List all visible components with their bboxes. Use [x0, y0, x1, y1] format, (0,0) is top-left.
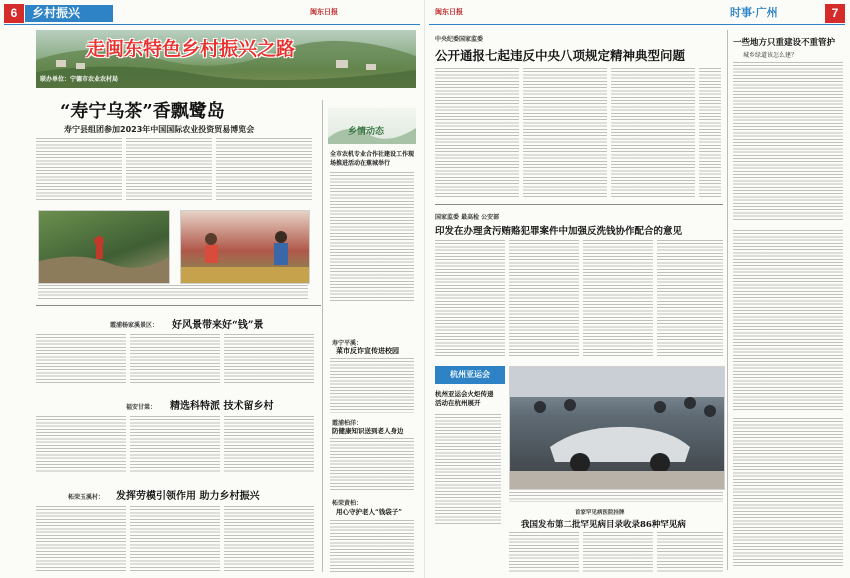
side-column-header — [328, 108, 416, 144]
text-column — [130, 416, 220, 472]
right-newspaper-page — [425, 0, 850, 578]
text-column — [126, 138, 212, 200]
text-column — [657, 240, 723, 358]
side-story-subhead: 城乡绿道该怎么建？ — [743, 52, 798, 59]
story4-headline: 发挥劳模引领作用 助力乡村振兴 — [116, 491, 260, 502]
side-item3-title: 防健康知识送到老人身边 — [332, 427, 404, 435]
section-title: 乡村振兴 — [32, 6, 81, 20]
banner-image — [36, 30, 416, 88]
story1-headline: 公开通报七起违反中央八项规定精神典型问题 — [435, 48, 686, 63]
photo-car-exhibition — [509, 366, 725, 490]
text-column — [36, 334, 126, 384]
main-headline: “寿宁乌茶”香飘鹭岛 — [60, 101, 225, 122]
feature-label: 杭州亚运会 — [435, 366, 505, 384]
story2-kicker: 国家监委 最高检 公安部 — [435, 214, 500, 221]
text-column — [509, 240, 579, 358]
column-divider — [727, 30, 728, 570]
main-subhead: 寿宁县组团参加2023年中国国际农业投资贸易博览会 — [64, 125, 255, 134]
text-column — [36, 506, 126, 572]
photo-farm-workers — [38, 210, 170, 284]
story2-headline: 印发在办理贪污贿赂犯罪案件中加强反洗钱协作配合的意见 — [435, 226, 683, 237]
text-column — [224, 506, 314, 572]
text-column — [36, 138, 122, 200]
story4-kicker: 柘荣玉溪村： — [68, 494, 105, 501]
text-column — [611, 68, 695, 198]
text-column — [583, 240, 653, 358]
header-rule — [429, 24, 845, 25]
text-column — [330, 358, 414, 413]
banner-sponsor: 联办单位：宁德市农业农村局 — [40, 76, 119, 83]
text-column — [224, 334, 314, 384]
photo-caption — [509, 492, 723, 502]
text-column — [224, 416, 314, 472]
text-column — [36, 416, 126, 472]
text-column — [330, 438, 414, 490]
side-item2-title: 菜市反诈宣传进校园 — [336, 346, 399, 355]
text-column — [130, 334, 220, 384]
banner-title: 走闽东特色乡村振兴之路 — [86, 38, 296, 60]
page-number: 6 — [4, 4, 24, 23]
text-column — [699, 68, 721, 198]
side-column-title: 乡情动态 — [348, 127, 385, 137]
text-column — [435, 240, 505, 358]
text-column — [435, 68, 519, 198]
text-column — [733, 230, 843, 410]
text-column — [657, 532, 723, 572]
side-item4-kicker: 柘荣黄柏： — [332, 500, 363, 507]
side-item2-kicker: 寿宁平溪： — [332, 340, 363, 347]
masthead-logo: 闽东日报 — [310, 7, 338, 16]
feature-headline: 杭州亚运会火炬传递活动在杭州展开 — [435, 390, 494, 407]
side-item4-title: 用心守护老人“钱袋子” — [336, 508, 402, 516]
masthead-logo: 闽东日报 — [435, 7, 463, 16]
divider — [435, 204, 723, 205]
text-column — [130, 506, 220, 572]
side-item3-kicker: 霞浦柏洋： — [332, 420, 363, 427]
text-column — [733, 418, 843, 568]
side-story-headline: 一些地方只重建设不重管护 — [733, 38, 836, 48]
text-column — [583, 532, 653, 572]
column-divider — [322, 100, 323, 572]
story3-headline: 精选科特派 技术留乡村 — [170, 401, 274, 412]
side-item-title: 全市农机专业合作社建设工作现场推进活动在蕉城举行 — [330, 151, 415, 167]
bottom-headline: 我国发布第二批罕见病目录收录86种罕见病 — [521, 520, 686, 530]
story2-kicker: 霞浦杨家溪景区： — [110, 322, 159, 329]
text-column — [509, 532, 579, 572]
text-column — [435, 414, 501, 524]
bottom-kicker: 首家罕见病医院挂牌 — [575, 510, 625, 516]
divider — [36, 305, 321, 306]
story3-kicker: 福安甘棠： — [126, 404, 157, 411]
text-column — [733, 62, 843, 222]
text-column — [330, 520, 414, 572]
header-rule — [4, 24, 420, 25]
page-number: 7 — [825, 4, 845, 23]
section-title: 时事·广州 — [730, 7, 778, 19]
text-column — [216, 138, 312, 200]
text-column — [330, 172, 414, 302]
story2-headline: 好风景带来好“钱”景 — [172, 320, 264, 331]
photo-market-stall — [180, 210, 310, 284]
text-column — [523, 68, 607, 198]
story1-kicker: 中央纪委国家监委 — [435, 36, 484, 43]
photo-caption — [38, 285, 308, 299]
